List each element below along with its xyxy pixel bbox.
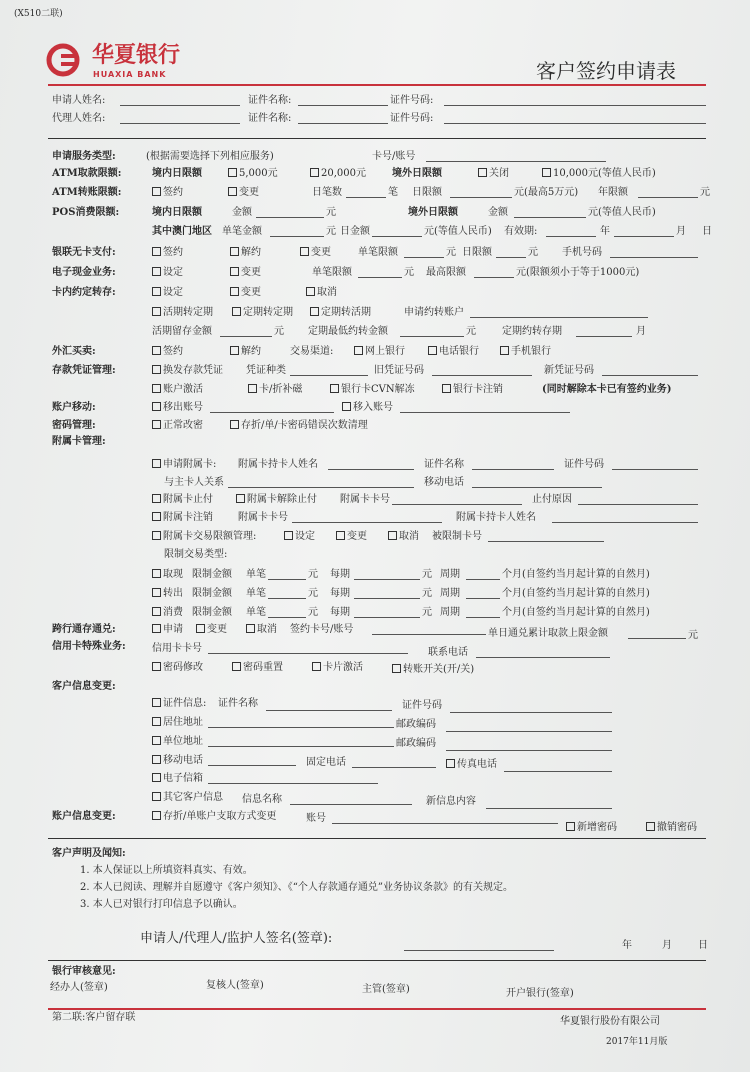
info-idno-field[interactable] [450,702,612,713]
sub-limited-field[interactable] [488,531,604,542]
cardless-single-label: 单笔限额 [358,247,398,258]
transfer-change[interactable]: 变更 [230,287,261,299]
cardless-yuan2: 元 [528,247,538,258]
agent-idtype-label: 证件名称: [248,113,292,124]
atm2-year-field[interactable] [638,187,698,198]
sub-idno-field[interactable] [612,459,698,470]
atm-overseas-label: 境外日限额 [392,168,442,179]
sub-row-cash[interactable]: 取现 [152,569,183,581]
sign-year: 年 [622,940,632,951]
sub-holder-label: 附属卡持卡人姓名 [238,459,318,470]
atm-opt-off[interactable]: 关闭 [478,168,509,180]
cardless-phone-label: 手机号码 [562,247,602,258]
cross-change[interactable]: 变更 [196,624,227,636]
atm2-max: 元(最高5万元) [514,187,579,198]
info-work[interactable]: 单位地址 [152,736,203,748]
ecash-max-label: 最高限额 [426,267,466,278]
atm-opt-10000[interactable]: 10,000元(等值人民币) [542,168,656,180]
limit-row-label: 周期 [440,607,460,618]
cross-card-label: 签约卡号/账号 [290,624,354,635]
limit-row-label: 元 [308,607,318,618]
limit-row-field[interactable] [466,569,500,580]
credit-switch[interactable]: 转账开关(开/关) [392,664,474,676]
copy-label: 第二联:客户留存联 [52,1012,136,1023]
company-name: 华夏银行股份有限公司 [560,1016,660,1027]
transfer-term-field[interactable] [576,326,632,337]
deposit-new-field[interactable] [602,365,698,376]
sub-holder2-field[interactable] [552,512,698,523]
sub-reason-label: 止付原因 [532,494,572,505]
atm-opt-5000[interactable]: 5,000元 [228,168,278,180]
fx-net[interactable]: 网上银行 [354,346,405,358]
transfer-min-field[interactable] [400,326,464,337]
limit-row-field[interactable] [268,607,306,618]
credit-phone-label: 联系电话 [428,647,468,658]
limit-row-label: 单笔 [246,569,266,580]
agent-idtype-field[interactable] [298,113,388,124]
deposit-cvn[interactable]: 银行卡CVN解冻 [330,384,415,396]
cardless-single-field[interactable] [404,247,444,258]
atm2-daily-field[interactable] [450,187,512,198]
info-idtype-field[interactable] [266,700,392,711]
cross-yuan: 元 [688,630,698,641]
atm-opt-20000[interactable]: 20,000元 [310,168,366,180]
ecash-label: 电子现金业务: [52,267,116,278]
sub-unstop[interactable]: 附属卡解除止付 [236,494,317,506]
atm-transfer-label: ATM转账限额: [52,187,122,198]
hkmo-daily-field[interactable] [372,226,422,237]
sub-apply[interactable]: 申请附属卡: [152,459,216,471]
transfer-min-label: 定期最低约转金额 [308,326,388,337]
atm-domestic-label: 境内日限额 [152,168,202,179]
limit-row-label: 个月(自签约当月起计算的自然月) [502,588,650,599]
rule [48,138,706,139]
limit-row-field[interactable] [466,607,500,618]
sub-phone-field[interactable] [472,477,602,488]
deposit-kind-field[interactable] [290,365,368,376]
move-out-field[interactable] [210,402,334,413]
review-handler: 经办人(签章) [50,982,108,993]
sub-cardno-label: 附属卡卡号 [340,494,390,505]
hkmo-y: 年 [600,226,610,237]
sub-idno-label: 证件号码 [564,459,604,470]
sub-rel-field[interactable] [228,477,414,488]
info-label: 客户信息变更: [52,681,116,692]
form-version: 2017年11月版 [606,1037,668,1047]
info-post2-label: 邮政编码 [396,738,436,749]
transfer-keep-field[interactable] [220,326,272,337]
sub-row-spend[interactable]: 消费 [152,607,183,619]
sign-day: 日 [698,940,708,951]
agent-name-label: 代理人姓名: [52,113,106,124]
pwd-clear[interactable]: 存折/单/卡密码错误次数清理 [230,420,368,432]
card-no-label: 卡号/账号 [372,151,416,162]
hkmo-valid: 有效期: [504,226,538,237]
limit-row-field[interactable] [354,569,420,580]
deposit-kind-label: 凭证种类 [246,365,286,376]
pos-label: POS消费限额: [52,207,120,218]
ecash-max-field[interactable] [474,267,514,278]
limit-row-field[interactable] [354,588,420,599]
sub-limited-label: 被限制卡号 [432,531,482,542]
sub-stop[interactable]: 附属卡止付 [152,494,213,506]
atm2-count-label: 日笔数 [312,187,342,198]
acctinfo-acct-field[interactable] [332,813,558,824]
hkmo-m: 月 [676,226,686,237]
info-idtype-label: 证件名称 [218,698,258,709]
applicant-idno-field[interactable] [444,95,706,106]
sub-cardno-field[interactable] [392,494,522,505]
credit-label: 信用卡特殊业务: [52,641,126,652]
deposit-issue[interactable]: 换发存款凭证 [152,365,223,377]
signature-label: 申请人/代理人/监护人签名(签章): [140,931,333,946]
pwd-normal[interactable]: 正常改密 [152,420,203,432]
agent-idno-field[interactable] [444,113,706,124]
hkmo-yuan2: 元(等值人民币) [424,226,492,237]
applicant-idtype-label: 证件名称: [248,95,292,106]
info-mobile[interactable]: 移动电话 [152,755,203,767]
credit-card-label: 信用卡卡号 [152,643,202,654]
info-home-field[interactable] [208,717,394,728]
transfer-term-label: 定期约转存期 [502,326,562,337]
limit-row-label: 每期 [330,607,350,618]
cardless-daily-field[interactable] [496,247,526,258]
applicant-name-label: 申请人姓名: [52,95,106,106]
limit-row-label: 个月(自签约当月起计算的自然月) [502,569,650,580]
review-bank: 开户银行(签章) [506,988,574,999]
cross-label: 跨行通存通兑: [52,624,116,635]
ecash-note: 元(限额须小于等于1000元) [516,267,640,278]
sub-label: 附属卡管理: [52,436,106,447]
card-no-field[interactable] [426,151,606,162]
atm2-change[interactable]: 变更 [228,187,259,199]
deposit-activate[interactable]: 账户激活 [152,384,203,396]
transfer-keep-label: 活期留存金额 [152,326,212,337]
info-fax[interactable]: 传真电话 [446,759,497,771]
cardless-phone-field[interactable] [610,247,698,258]
transfer-c[interactable]: 定期转活期 [310,307,371,319]
ecash-change[interactable]: 变更 [230,267,261,279]
sub-idtype-label: 证件名称 [424,459,464,470]
hkmo-single-label: 单笔金额 [222,226,262,237]
hkmo-month-field[interactable] [614,226,674,237]
credit-card-field[interactable] [208,643,408,654]
fx-cancel[interactable]: 解约 [230,346,261,358]
limit-row-label: 元 [308,569,318,580]
sub-type-label: 限制交易类型: [164,549,228,560]
limit-row-label: 单笔 [246,588,266,599]
pos-amount2-field[interactable] [514,207,586,218]
transfer-b[interactable]: 定期转定期 [232,307,293,319]
decl-label: 客户声明及闻知: [52,848,126,859]
applicant-name-field[interactable] [120,95,240,106]
sub-cancel[interactable]: 取消 [388,531,419,543]
hkmo-year-field[interactable] [546,226,596,237]
form-title: 客户签约申请表 [536,59,676,83]
hkmo-daily-label: 日金额 [340,226,370,237]
bank-name-en: HUAXIA BANK [93,70,167,79]
sub-cardno2-field[interactable] [292,512,442,523]
limit-row-field[interactable] [466,588,500,599]
limit-row-label: 个月(自签约当月起计算的自然月) [502,607,650,618]
cardless-sign[interactable]: 签约 [152,247,183,259]
info-newinfo-field[interactable] [486,798,612,809]
transfer-month: 月 [636,326,646,337]
transfer-acct-field[interactable] [470,307,648,318]
transfer-set[interactable]: 设定 [152,287,183,299]
acctinfo-remove[interactable]: 撤销密码 [646,822,697,834]
fx-label: 外汇买卖: [52,346,96,357]
deposit-note: (同时解除本卡已有签约业务) [542,384,672,395]
transfer-label: 卡内约定转存: [52,287,116,298]
acctinfo-add[interactable]: 新增密码 [566,822,617,834]
agent-name-field[interactable] [120,113,240,124]
decl-line-3: 3. 本人已对银行打印信息予以确认。 [80,899,243,910]
sign-month: 月 [662,940,672,951]
service-label: 申请服务类型: [52,151,116,162]
info-work-field[interactable] [208,736,394,747]
sub-close[interactable]: 附属卡注销 [152,512,213,524]
sub-change[interactable]: 变更 [336,531,367,543]
sub-holder2-label: 附属卡持卡人姓名 [456,512,536,523]
sub-set[interactable]: 设定 [284,531,315,543]
pos-domestic: 境内日限额 [152,207,202,218]
fx-tel[interactable]: 电话银行 [428,346,479,358]
deposit-new-label: 新凭证号码 [544,365,594,376]
deposit-cancel[interactable]: 银行卡注销 [442,384,503,396]
hkmo-yuan: 元 [326,226,336,237]
pos-yuan: 元 [326,207,336,218]
move-in-field[interactable] [400,402,570,413]
review-checker: 复核人(签章) [206,980,264,991]
info-idno-label: 证件号码 [402,700,442,711]
sub-idtype-field[interactable] [472,459,554,470]
pos-amount-label: 金额 [232,207,252,218]
atm-withdraw-label: ATM取款限额: [52,168,122,179]
footer-rule [48,1008,706,1010]
move-label: 账户移动: [52,402,96,413]
atm2-year-label: 年限额 [598,187,628,198]
limit-row-label: 周期 [440,569,460,580]
form-code: (X510二联) [14,9,63,19]
decl-line-2: 2. 本人已阅读、理解并自愿遵守《客户须知》、《“个人存款通存通兑”业务协议条款》的有关规定。 [80,882,513,893]
atm2-unit: 笔 [388,187,398,198]
limit-row-label: 元 [422,607,432,618]
transfer-a[interactable]: 活期转定期 [152,307,213,319]
pos-overseas: 境外日限额 [408,207,458,218]
review-label: 银行审核意见: [52,966,116,977]
sub-phone-label: 移动电话 [424,477,464,488]
applicant-idtype-field[interactable] [298,95,388,106]
deposit-label: 存款凭证管理: [52,365,116,376]
cross-apply[interactable]: 申请 [152,624,183,636]
cardless-yuan: 元 [446,247,456,258]
rule [48,838,706,839]
transfer-yuan: 元 [274,326,284,337]
info-infoname-label: 信息名称 [242,794,282,805]
limit-row-label: 每期 [330,569,350,580]
acctinfo-way[interactable]: 存折/单账户支取方式变更 [152,811,276,823]
limit-row-field[interactable] [268,588,306,599]
info-fixed-label: 固定电话 [306,757,346,768]
limit-row-label: 周期 [440,588,460,599]
ecash-single-label: 单笔限额 [312,267,352,278]
pwd-label: 密码管理: [52,420,96,431]
sub-limit[interactable]: 附属卡交易限额管理: [152,531,256,543]
ecash-single-field[interactable] [358,267,402,278]
limit-row-label: 元 [422,569,432,580]
credit-phone-field[interactable] [476,647,610,658]
limit-row-field[interactable] [268,569,306,580]
credit-reset[interactable]: 密码重置 [232,662,283,674]
cardless-label: 银联无卡支付: [52,247,116,258]
hkmo-label: 其中澳门地区 [152,226,212,237]
limit-row-label: 单笔 [246,607,266,618]
move-out[interactable]: 移出账号 [152,402,203,414]
info-id[interactable]: 证件信息: [152,698,206,710]
review-supervisor: 主管(签章) [362,984,410,995]
deposit-old-label: 旧凭证号码 [374,365,424,376]
acctinfo-label: 账户信息变更: [52,811,116,822]
move-in[interactable]: 移入账号 [342,402,393,414]
pos-yuan2: 元(等值人民币) [588,207,656,218]
sub-row-out[interactable]: 转出 [152,588,183,600]
credit-activate[interactable]: 卡片激活 [312,662,363,674]
info-post-field[interactable] [446,721,612,732]
atm2-yuan: 元 [700,187,710,198]
applicant-idno-label: 证件号码: [390,95,434,106]
cardless-cancel[interactable]: 解约 [230,247,261,259]
ecash-yuan: 元 [404,267,414,278]
limit-row-label: 限制金额 [192,569,232,580]
sub-rel-label: 与主卡人关系 [164,477,224,488]
fx-sign[interactable]: 签约 [152,346,183,358]
transfer-cancel[interactable]: 取消 [306,287,337,299]
info-mobile-field[interactable] [208,755,296,766]
hkmo-single-field[interactable] [270,226,324,237]
info-home[interactable]: 居住地址 [152,717,203,729]
fx-mobile[interactable]: 手机银行 [500,346,551,358]
cardless-change[interactable]: 变更 [300,247,331,259]
cross-limit-label: 单日通兑累计取款上限金额 [488,628,608,639]
transfer-acct-label: 申请约转账户 [404,307,464,318]
info-fax-field[interactable] [504,761,612,772]
hkmo-d: 日 [702,226,712,237]
info-newinfo-label: 新信息内容 [426,796,476,807]
deposit-old-field[interactable] [432,365,532,376]
info-email[interactable]: 电子信箱 [152,773,203,785]
transfer-yuan2: 元 [466,326,476,337]
cross-limit-field[interactable] [628,628,686,639]
limit-row-label: 每期 [330,588,350,599]
limit-row-label: 限制金额 [192,607,232,618]
info-post-label: 邮政编码 [396,719,436,730]
fx-channel: 交易渠道: [290,346,334,357]
service-hint: (根据需要选择下列相应服务) [146,151,274,162]
cardless-daily-label: 日限额 [462,247,492,258]
signature-field[interactable] [404,940,554,951]
limit-row-label: 限制金额 [192,588,232,599]
info-other[interactable]: 其它客户信息 [152,792,223,804]
bank-name-cn: 华夏银行 [92,43,181,68]
atm2-count-field[interactable] [346,187,386,198]
rule [48,960,706,961]
header-rule [48,84,706,86]
ecash-set[interactable]: 设定 [152,267,183,279]
info-infoname-field[interactable] [290,794,412,805]
deposit-supp[interactable]: 卡/折补磁 [248,384,302,396]
agent-idno-label: 证件号码: [390,113,434,124]
limit-row-label: 元 [308,588,318,599]
atm2-daily-label: 日限额 [412,187,442,198]
sub-cardno2-label: 附属卡卡号 [238,512,288,523]
sub-reason-field[interactable] [578,494,698,505]
limit-row-field[interactable] [354,607,420,618]
cross-card-field[interactable] [372,624,486,635]
pos-amount2-label: 金额 [488,207,508,218]
decl-line-1: 1. 本人保证以上所填资料真实、有效。 [80,865,253,876]
sub-holder-field[interactable] [328,459,414,470]
cross-cancel[interactable]: 取消 [246,624,277,636]
acctinfo-acct-label: 账号 [306,813,326,824]
info-post2-field[interactable] [446,740,612,751]
credit-pwd[interactable]: 密码修改 [152,662,203,674]
pos-amount-field[interactable] [256,207,324,218]
info-fixed-field[interactable] [352,757,436,768]
info-email-field[interactable] [208,773,378,784]
atm2-sign[interactable]: 签约 [152,187,183,199]
limit-row-label: 元 [422,588,432,599]
